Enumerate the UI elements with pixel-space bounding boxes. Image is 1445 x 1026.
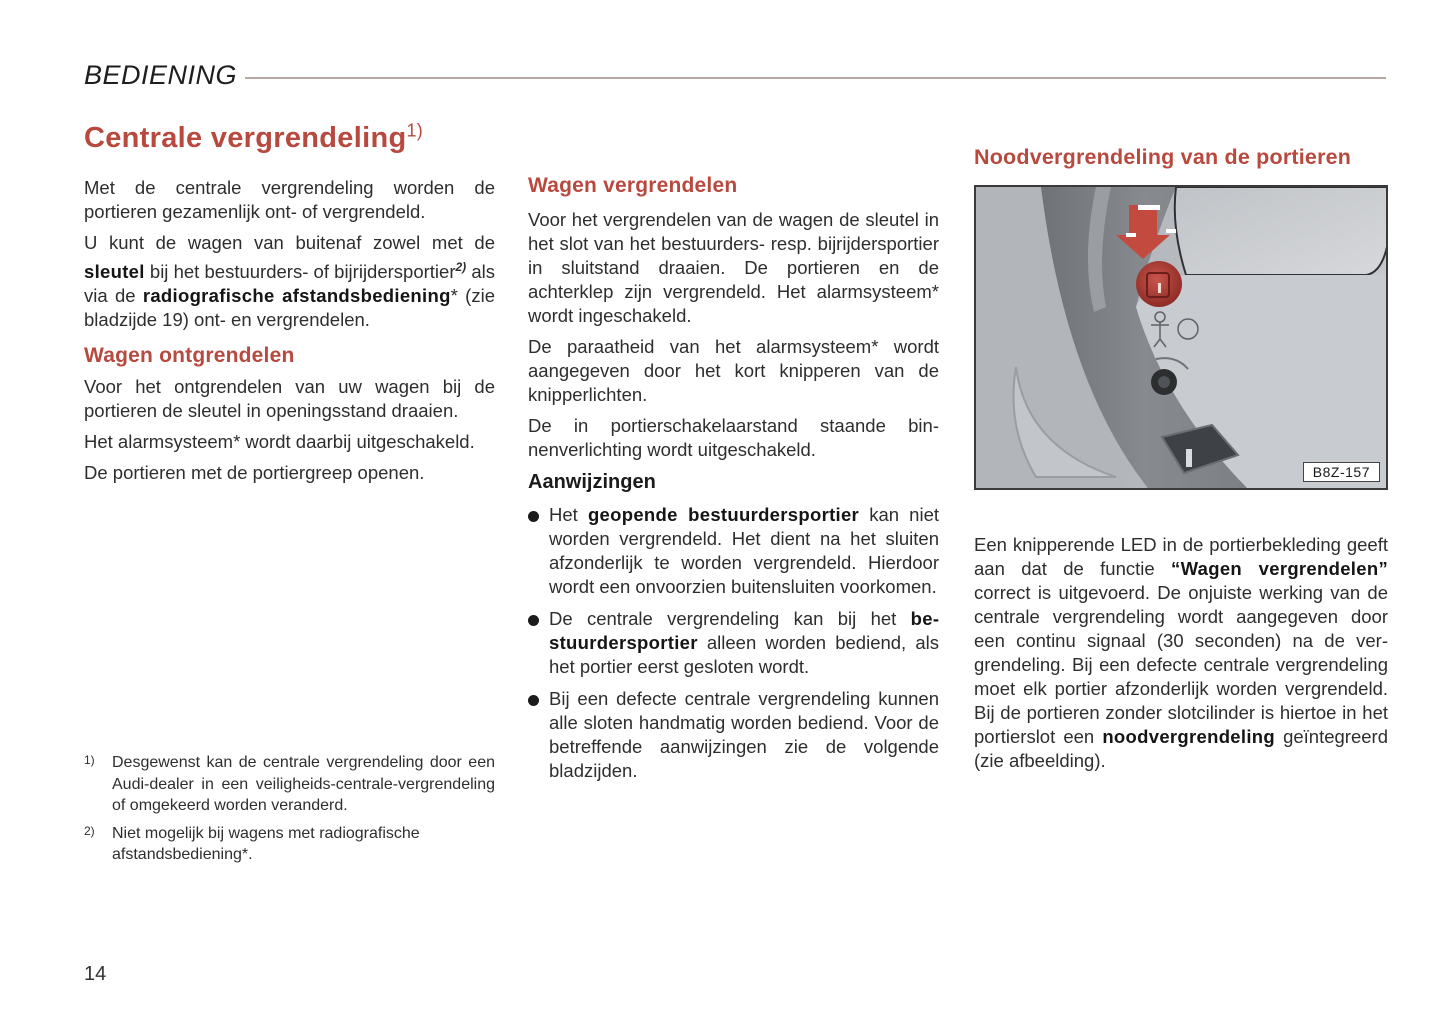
footnotes: [84, 752, 495, 872]
door-lock-figure: [974, 185, 1388, 490]
running-header: [84, 58, 1386, 92]
bold-term-sleutel: sleutel: [84, 261, 145, 283]
column-3: [974, 143, 1388, 780]
subsection-title-emergency-lock: Noodvergrendeling van de portieren: [974, 145, 1352, 169]
text-run: * (zie bladzijde 19) ont- en vergrendelen.: [84, 285, 495, 331]
hint-item-2: [528, 607, 939, 679]
page-title-text: Centrale vergrendeling: [84, 122, 407, 154]
text-run: Een knipperende LED in de portierbekleding geeft aan dat de functie: [974, 534, 1388, 579]
unlock-paragraph-2: Het alarmsysteem* wordt daarbij uitgeschakeld.: [84, 431, 475, 453]
footnote-1: [84, 752, 495, 817]
hint-text: [549, 607, 939, 679]
bullet-icon: [528, 615, 539, 626]
bold-term-wagen-vergrendelen: “Wagen vergrendelen”: [1171, 558, 1388, 579]
footnote-text: Niet mogelijk bij wagens met radiografische afstandsbediening*.: [112, 824, 420, 863]
figure-label: B8Z-157: [1303, 462, 1380, 482]
lock-button-icon: [1136, 261, 1182, 307]
text-run: Bij een defecte centrale vergrendeling kunnen alle sloten handmatig worden bediend. Voor de betreffende aanwijzingen zie de volgende bladzijden.: [549, 688, 939, 781]
key-remote-paragraph: [84, 231, 495, 332]
column-1: [84, 118, 495, 492]
text-run: als via de: [84, 261, 495, 307]
door-panel-photo: [976, 187, 1388, 490]
text-run: U kunt de wagen van buitenaf zowel met de: [84, 232, 495, 253]
hint-item-3: [528, 687, 939, 783]
bullet-icon: [528, 511, 539, 522]
lock-paragraph-3: De in portierschakelaarstand staande binnenverlichting wordt uitgeschakeld.: [528, 415, 939, 460]
section-label: BEDIENING: [84, 59, 238, 90]
page-title: [84, 118, 495, 158]
footnote-ref-1: 1): [406, 120, 424, 141]
lock-paragraph-1: Voor het vergrendelen van de wagen de sleutel in het slot van het bestuurders- resp. bijrijdersportier in sluitstand draaien. De portieren en de achterklep zijn vergrendeld. Het alarmsysteem* wordt ingeschakeld.: [528, 209, 939, 326]
hint-text: [549, 503, 939, 599]
bullet-icon: [528, 695, 539, 706]
hints-title: Aanwijzingen: [528, 471, 656, 493]
text-run: alleen worden bediend, als het portier eerst gesloten wordt.: [549, 632, 939, 677]
subsection-title-lock: Wagen vergrendelen: [528, 174, 738, 197]
hint-item-1: [528, 503, 939, 599]
footnote-mark: 2): [84, 823, 95, 838]
hint-text: [549, 687, 939, 783]
footnote-text: Desgewenst kan de centrale vergrendeling door een Audi-dealer in een veiligheids-centrale-vergrendeling of omgekeerd worden veranderd.: [112, 754, 495, 814]
text-run: De centrale vergrendeling kan bij het: [549, 608, 911, 629]
footnote-ref-2: 2): [455, 260, 467, 274]
text-run: kan niet worden vergrendeld. Het dient na het sluiten afzonderlijk te worden vergrendeld. Hierdoor wordt een onvoorzien buitensluiten voorkomen.: [549, 504, 939, 597]
bold-term-remote: radiografische afstandsbediening: [142, 285, 451, 307]
text-run: correct is uitgevoerd. De onjuiste werking van de centrale vergrendeling wordt aangegeven door een continu signaal (30 seconden) na de vergrendeling. Bij een defecte centrale vergrendeling moet elk portier afzonderlijk worden vergrendeld. Bij de portieren zonder slotcilinder is hiertoe in het portierslot een: [974, 582, 1388, 747]
column-2: [528, 172, 939, 791]
text-run: geïntegreerd (zie afbeelding).: [974, 726, 1388, 771]
footnote-2: [84, 823, 495, 866]
bold-term: geopende bestuurdersportier: [587, 504, 860, 525]
unlock-paragraph-1: Voor het ontgrendelen van uw wagen bij de portieren de sleutel in openingsstand draaien.: [84, 376, 495, 422]
bold-term-noodvergrendeling: noodvergrendeling: [1102, 726, 1275, 747]
text-run: Het: [549, 504, 588, 525]
bold-term: bestuurdersportier: [549, 608, 939, 653]
intro-paragraph: Met de centrale vergrendeling worden de portieren gezamenlijk ont- of vergrendeld.: [84, 177, 495, 222]
unlock-paragraph-3: De portieren met de portiergreep openen.: [84, 462, 425, 484]
subsection-title-unlock: Wagen ontgrendelen: [84, 344, 295, 368]
header-rule: [245, 77, 1386, 79]
text-run: bij het bestuurders- of bijrijdersportier: [144, 261, 456, 283]
footnote-mark: 1): [84, 753, 95, 767]
emergency-lock-paragraph: [974, 533, 1388, 773]
lock-paragraph-2: De paraatheid van het alarmsysteem* wordt aangegeven door het kort knipperen van de knipperlichten.: [528, 336, 939, 405]
page-number: 14: [84, 963, 107, 985]
